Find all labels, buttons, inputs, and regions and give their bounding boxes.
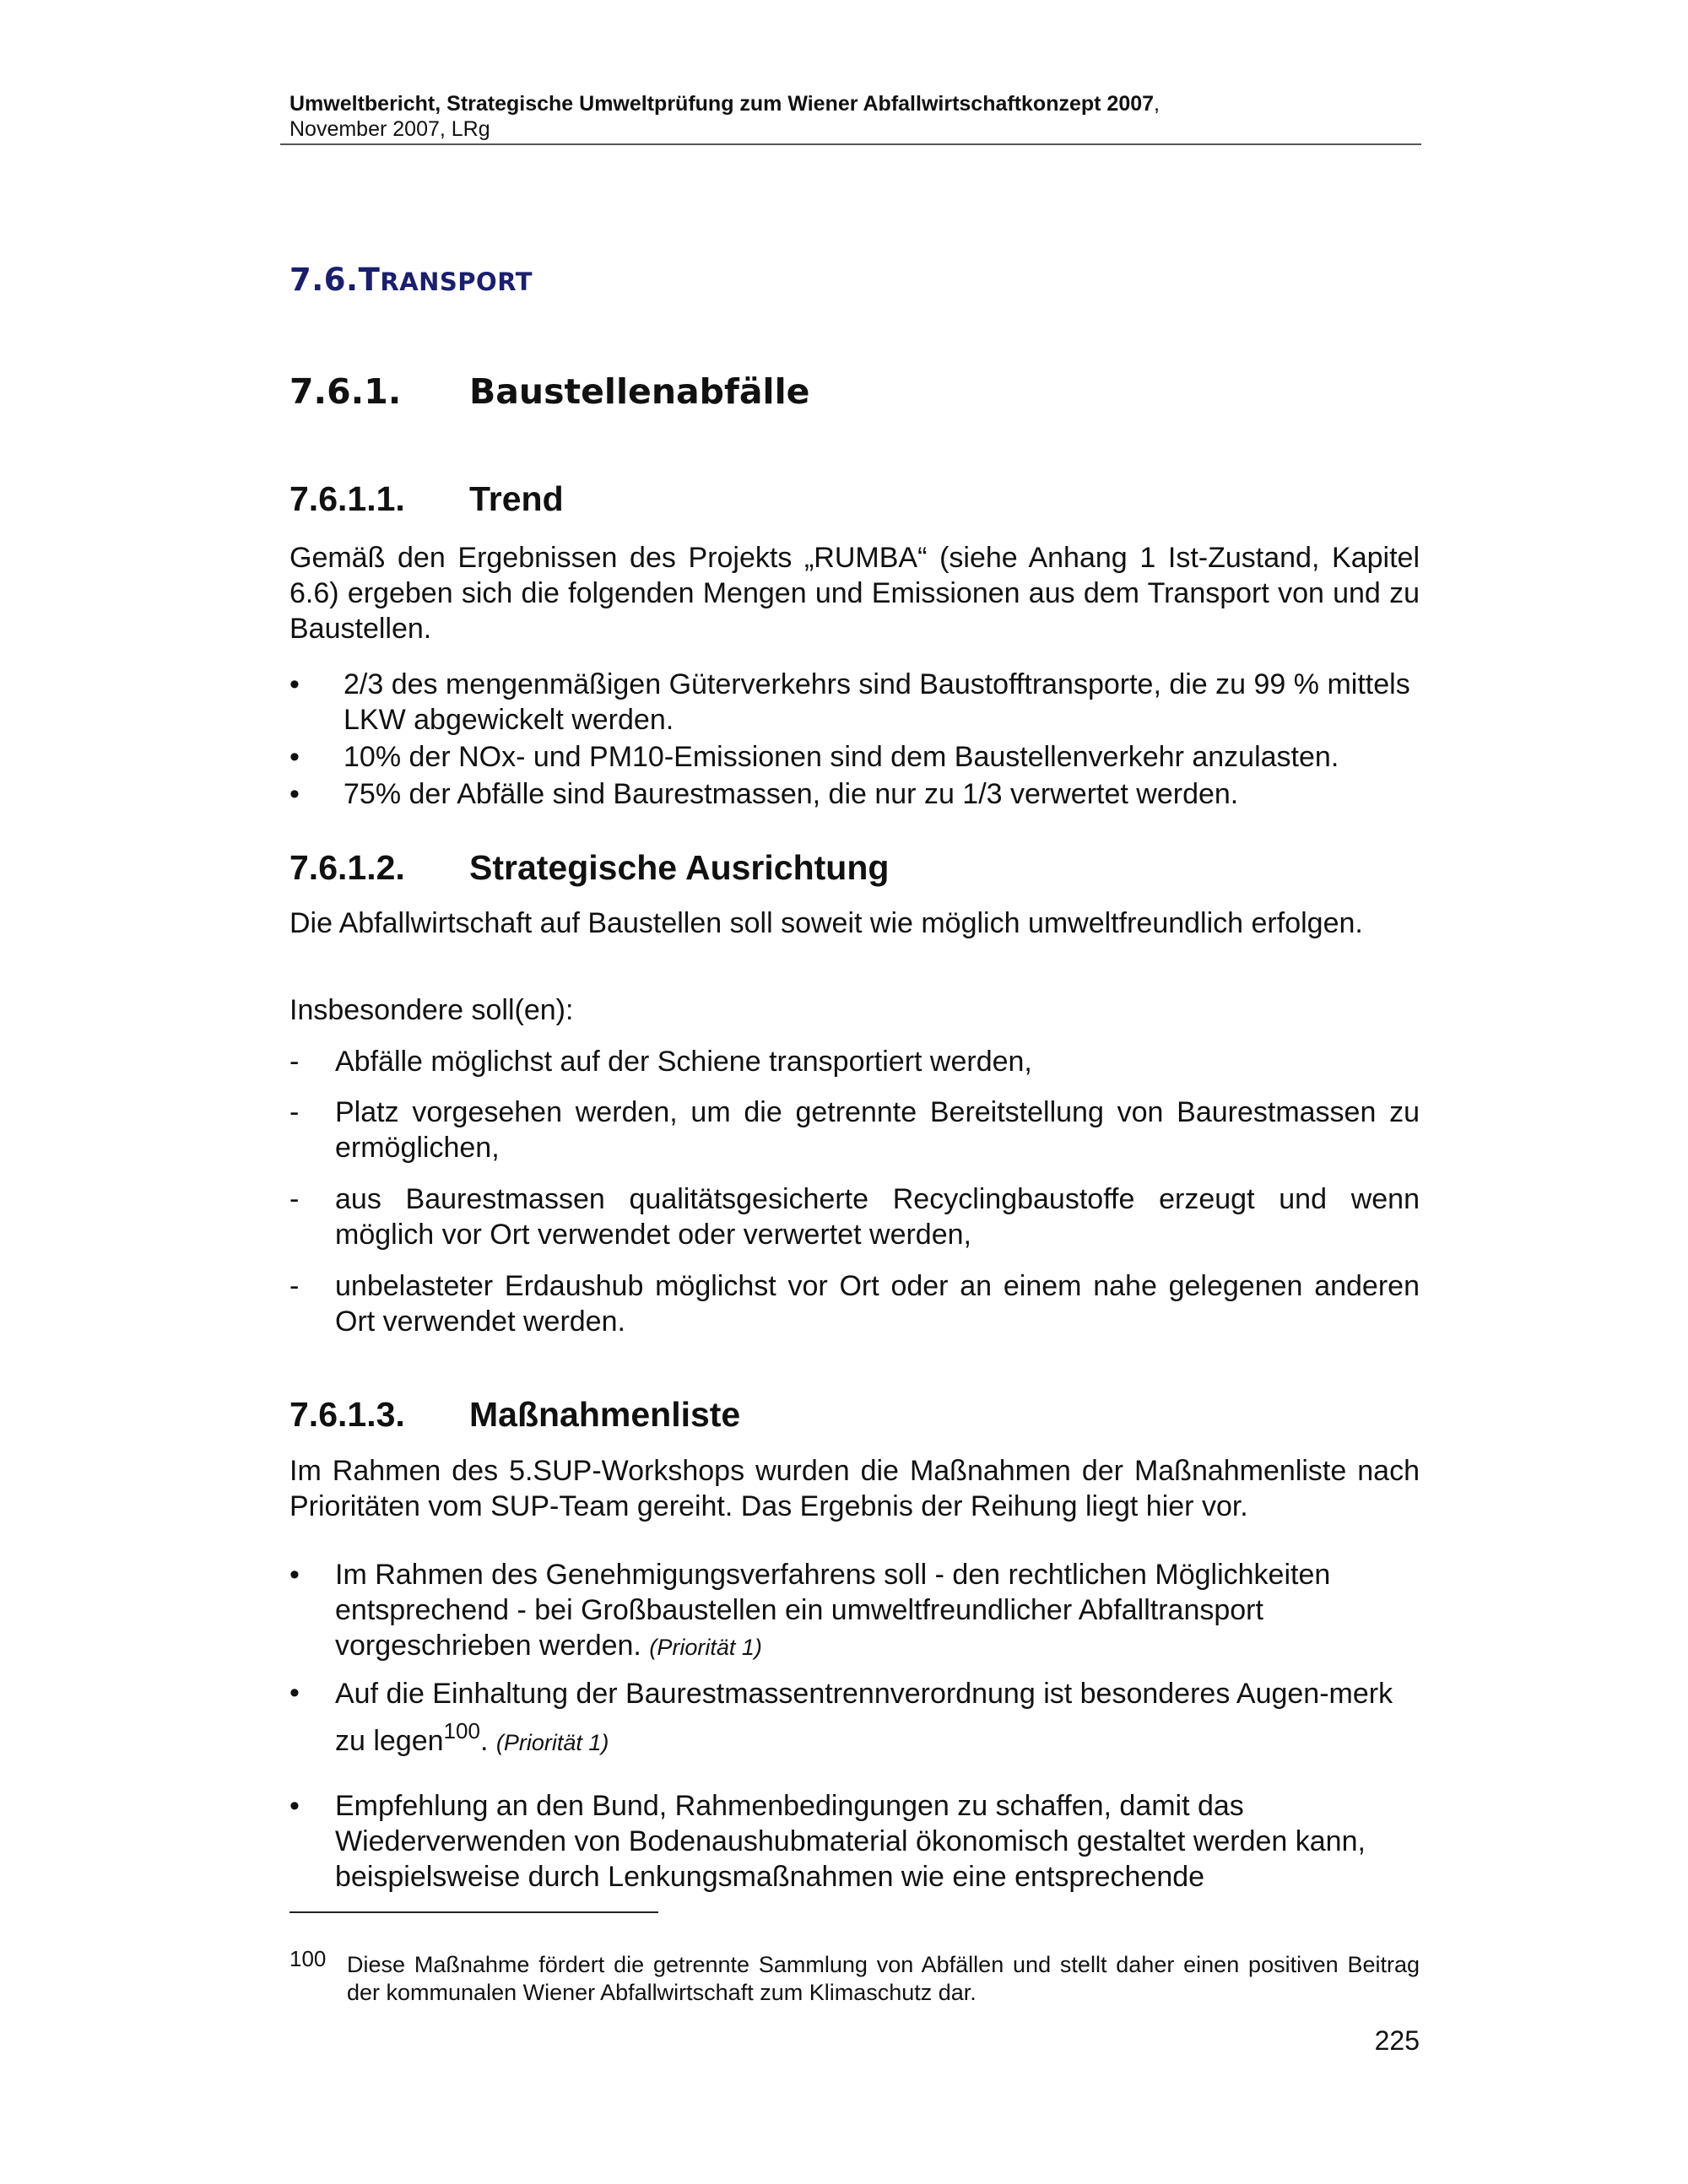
bullet-icon: • [289, 1559, 300, 1591]
bullet-icon: • [289, 1677, 300, 1709]
strategy-lead: Insbesondere soll(en): [289, 994, 574, 1026]
bullet-icon: • [289, 778, 300, 810]
document-page: Umweltbericht, Strategische Umweltprüfung zum Wiener Abfallwirtschaftkonzept 2007, November 2007, LRg 7.6.TRANSPORT 7.6.1. Baustellenabfälle 7.6.1.1. Trend Gemäß den Ergebnissen des Projekts „RUMBA“ (siehe Anhang 1 Ist-Zustand, Kapitel 6.6) ergeben sich die folgenden Mengen und Emissionen aus dem Transport von und zu Baustellen. • 2/3 des mengenmäßigen Güterverkehrs sind Baustofftransporte, die zu 99 % mittels LKW abgewickelt werden. • 10% der NOx- und PM10-Emissionen sind dem Baustellenverkehr anzulasten. • 75% der Abfälle sind Baurestmassen, die nur zu 1/3 verwertet werden. 7.6.1.2. Strategische Ausrichtung Die Abfallwirtschaft auf Baustellen soll soweit wie möglich umweltfreundlich erfolgen. Insbesondere soll(en): - Abfälle möglichst auf der Schiene transportiert werden, - Platz vorgesehen werden, um die getrennte Bereitstellung von Baurestmassen zu ermöglichen, - aus Baurestmassen qualitätsgesicherte Recyclingbaustoffe erzeugt und wenn möglich vor Ort verwendet oder verwertet werden, - unbelasteter Erdaushub möglichst vor Ort oder an einem nahe gelegenen anderen Ort verwendet werden. 7.6.1.3. Maßnahmenliste Im Rahmen des 5.SUP-Workshops wurden die Maßnahmen der Maßnahmenliste nach Prioritäten vom SUP-Team gereiht. Das Ergebnis der Reihung liegt hier vor. • Im Rahmen des Genehmigungsverfahrens soll - den rechtlichen Möglichkeiten entsprechend - bei Großbaustellen ein umweltfreundlicher Abfalltransport vorgeschrieben werden. (Priorität 1) • Auf die Einhaltung der Baurestmassentrennverordnung ist besonderes Augen-merk zu legen$^{100}$. (Priorität 1) • Empfehlung an den Bund, Rahmenbedingungen zu schaffen, damit das Wiederverwenden von Bodenaushubmaterial ökonomisch gestaltet werden kann, beispielsweise durch Lenkungsmaßnahmen wie eine entsprechende 100 Diese Maßnahme fördert die getrennte Sammlung von Abfällen und stellt daher einen positiven Beitrag der kommunalen Wiener Abfallwirtschaft zum Klimaschutz dar. 225 [0, 0, 1688, 2184]
subsection-title: Baustellenabfälle [469, 371, 810, 412]
header-divider [280, 143, 1421, 145]
strategy-intro: Die Abfallwirtschaft auf Baustellen soll soweit wie möglich umweltfreundlich erfolgen. [289, 907, 1363, 939]
priority-label: (Priorität 1) [649, 1635, 762, 1660]
page-number: 225 [1374, 2025, 1420, 2056]
subsection-number: 7.6.1. [289, 371, 402, 412]
footnote-text: Diese Maßnahme fördert die getrennte Sammlung von Abfällen und stellt daher einen positiven Beitrag der kommunalen Wiener Abfallwirtschaft zum Klimaschutz dar. [347, 1952, 1420, 2005]
measures-heading: 7.6.1.3. Maßnahmenliste [289, 1395, 741, 1434]
dash-icon: - [289, 1270, 300, 1302]
header-title: Umweltbericht, Strategische Umweltprüfung zum Wiener Abfallwirtschaftkonzept 2007, [289, 92, 1160, 116]
priority-label: (Priorität 1) [495, 1730, 609, 1755]
footnote-divider [289, 1911, 658, 1913]
bullet-icon: • [289, 741, 300, 773]
bullet-icon: • [289, 668, 300, 700]
subsection-heading [289, 371, 809, 412]
trend-intro: Gemäß den Ergebnissen des Projekts „RUMBA“ (siehe Anhang 1 Ist-Zustand, Kapitel 6.6) ergeben sich die folgenden Mengen und Emissionen aus dem Transport von und zu Baustellen. [289, 542, 1420, 645]
footnote-ref: 100 [443, 1718, 480, 1743]
dash-icon: - [289, 1096, 300, 1128]
trend-heading: 7.6.1.1. Trend [289, 479, 564, 518]
section-heading: 7.6.TRANSPORT [289, 262, 533, 298]
dash-icon: - [289, 1046, 300, 1078]
running-header [289, 91, 1420, 142]
header-subtitle: November 2007, LRg [289, 117, 490, 141]
footnote-number: 100 [289, 1946, 327, 1971]
measures-intro: Im Rahmen des 5.SUP-Workshops wurden die Maßnahmen der Maßnahmenliste nach Prioritäten vom SUP-Team gereiht. Das Ergebnis der Reihung liegt hier vor. [289, 1455, 1420, 1522]
dash-icon: - [289, 1183, 300, 1215]
strategy-heading: 7.6.1.2. Strategische Ausrichtung [289, 848, 890, 887]
bullet-icon: • [289, 1790, 300, 1822]
